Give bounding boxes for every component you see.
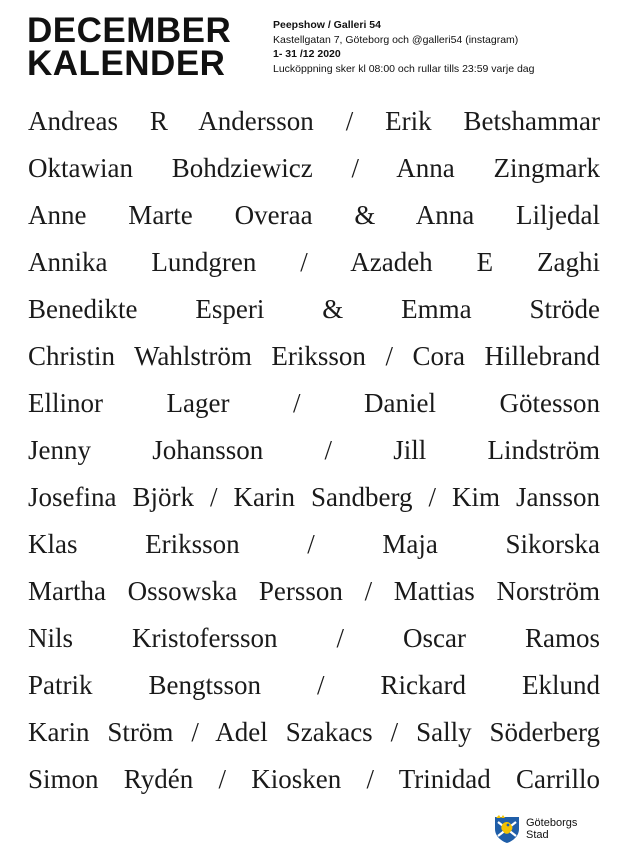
- artist-line: Andreas R Andersson / Erik Betshammar: [28, 106, 600, 136]
- poster-title: [27, 11, 232, 83]
- goteborgs-stad-logo: [492, 814, 577, 844]
- artist-line: Benedikte Esperi & Emma Ströde: [28, 294, 600, 324]
- title-line-kalender: KALENDER: [27, 44, 226, 83]
- artist-line: Josefina Björk / Karin Sandberg / Kim Jansson: [28, 482, 600, 512]
- title-line-december: DECEMBER: [27, 11, 232, 50]
- artist-line: Anne Marte Overaa & Anna Liljedal: [28, 200, 600, 230]
- goteborg-coat-of-arms-icon: [492, 814, 522, 844]
- artist-line: Klas Eriksson / Maja Sikorska: [28, 529, 600, 559]
- artist-line: Oktawian Bohdziewicz / Anna Zingmark: [28, 153, 600, 183]
- artist-line: Jenny Johansson / Jill Lindström: [28, 435, 600, 465]
- venue-name: Peepshow / Galleri 54: [273, 19, 381, 31]
- logo-line-goteborgs: Göteborgs: [526, 817, 578, 829]
- event-info: [273, 18, 535, 76]
- logo-wordmark: [526, 817, 577, 841]
- artist-line: Patrik Bengtsson / Rickard Eklund: [28, 670, 600, 700]
- artist-line: Nils Kristofersson / Oscar Ramos: [28, 623, 600, 653]
- artist-line: Simon Rydén / Kiosken / Trinidad Carrillo: [28, 764, 600, 794]
- artist-line: Annika Lundgren / Azadeh E Zaghi: [28, 247, 600, 277]
- venue-address: Kastellgatan 7, Göteborg och @galleri54 (instagram): [273, 33, 519, 46]
- artist-line: Christin Wahlström Eriksson / Cora Hillebrand: [28, 341, 600, 371]
- logo-line-stad: Stad: [526, 829, 549, 841]
- artist-line: Martha Ossowska Persson / Mattias Norström: [28, 576, 600, 606]
- artist-line: Ellinor Lager / Daniel Götesson: [28, 388, 600, 418]
- artist-line: Karin Ström / Adel Szakacs / Sally Söderberg: [28, 717, 600, 747]
- event-dates: 1- 31 /12 2020: [273, 48, 341, 60]
- opening-hours: Lucköppning sker kl 08:00 och rullar tills 23:59 varje dag: [273, 62, 535, 75]
- artist-list: [28, 98, 600, 803]
